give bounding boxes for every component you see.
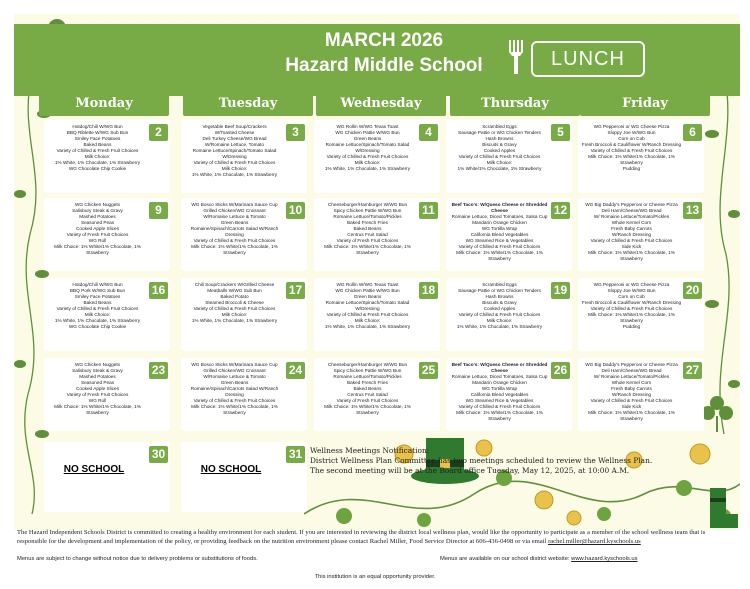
menu-line: WG Chicken Nuggets [74, 202, 121, 207]
menu-line: Baked Beans [353, 226, 382, 231]
menu-line: Variety of Chilled & Fresh Fruit Choices [458, 312, 541, 317]
day-cell [44, 120, 170, 193]
menu-line: Variety of Chilled & Fresh Fruit Choices [458, 154, 541, 159]
day-cell [181, 442, 307, 512]
menu-line: W/ Romaine Lettuce/Tomato/Pickles [593, 374, 670, 379]
menu-line: W/Ranch Dressing [611, 232, 652, 237]
menu-line: Variety of Chilled & Fresh Fruit Choices [326, 312, 409, 317]
menu-line: WG Steamed Rice & Vegetables [465, 398, 534, 403]
menu-line: WG Big Daddy's Pepperoni or Cheese Pizza [585, 362, 678, 367]
menu-line: Scrambled Eggs [482, 282, 517, 287]
menu-line: WG Bosco Sticks W/Marinara Sauce Cup [191, 202, 278, 207]
menu-line: Milk Choice: [221, 166, 248, 171]
menu-line: Side Kick [621, 404, 642, 409]
day-number: 23 [149, 362, 168, 379]
menu-line: Deli Ham/Cheese/WG Bread [601, 368, 662, 373]
menu-line: Baked French Fries [347, 380, 388, 385]
menu-line: Salisbury Steak & Gravy [72, 208, 123, 213]
menu-items [183, 282, 286, 324]
menu-items [580, 202, 683, 262]
menu-line: Vegetable Beef Soup/Crackers [202, 124, 267, 129]
menu-line: Variety of Fresh Fruit Choices [66, 232, 129, 237]
menu-line: Baked Beans [83, 142, 112, 147]
day-header-wednesday: Wednesday [316, 92, 446, 116]
menu-line: Baked Beans [353, 386, 382, 391]
day-cell [578, 278, 704, 351]
menu-line: Variety of Chilled & Fresh Fruit Choices [193, 306, 276, 311]
menu-line: W/Ranch Dressing [611, 392, 652, 397]
menu-line: Mandarin Orange Chicken [472, 380, 527, 385]
menu-line: Pudding [622, 166, 641, 171]
menu-line: Centrus Fruit Salad [347, 232, 388, 237]
menu-line: Milk Choice: [84, 312, 111, 317]
menu-line: W/Romaine Lettuce & Tomato [203, 214, 266, 219]
day-number: 27 [683, 362, 702, 379]
menu-line: BBQ Pork W/WG Sub Bun [69, 288, 126, 293]
menu-line: Spicy Chicken Pattie W/WG Bun [333, 208, 402, 213]
menu-line: Fresh Baby Carrots [611, 386, 652, 391]
menu-items [316, 362, 419, 416]
menu-items [316, 124, 419, 172]
menu-items [448, 202, 551, 262]
equal-opportunity-statement: This institution is an equal opportunity provider. [314, 574, 436, 580]
menu-line: Milk Choice: 1% White/1% Chocolate, 1% Strawberry [54, 404, 141, 415]
menu-line: 1% White, 1% Chocolate, 1% Strawberry [54, 318, 141, 323]
day-number: 24 [286, 362, 305, 379]
notice-line: The second meeting will be at the Board office Tuesday, May 12, 2025, at 10:00 A.M. [310, 466, 630, 475]
day-number: 26 [551, 362, 570, 379]
day-header-tuesday: Tuesday [183, 92, 313, 116]
menu-line: Variety of Chilled & Fresh Fruit Choices [193, 398, 276, 403]
day-cell [181, 278, 307, 351]
menu-line: Hash Browns [485, 294, 514, 299]
menu-line: Whole Kernel Corn [611, 380, 652, 385]
decor-swirl-right-icon [704, 74, 740, 434]
menu-line: BBQ Riblette W/WG Sub Bun [66, 130, 129, 135]
menu-line: Romaine Lettuce, Diced Tomatoes, Salsa Cup [451, 214, 548, 219]
day-cell [314, 198, 440, 271]
notice-line: Wellness Meetings Notification: [310, 446, 430, 455]
menu-line: WG Roll [88, 398, 107, 403]
menu-line: Variety of Chilled & Fresh Fruit Choices [590, 398, 673, 403]
fork-icon [508, 40, 524, 74]
menu-line: Sausage Pattie or WG Chicken Tenders [458, 130, 541, 135]
menu-line: Romaine Lettuce/Tomato/Pickles [333, 374, 402, 379]
menu-line: Chili Soup/Crackers W/Grilled Cheese [194, 282, 275, 287]
menu-line: W/Dressing [355, 306, 380, 311]
menu-line: Hotdog/Chili W/WG Bun [72, 124, 123, 129]
menu-line: Variety of Chilled & Fresh Fruit Choices [326, 154, 409, 159]
day-header-friday: Friday [580, 92, 710, 116]
menu-line: Sloppy Joe W/WG Bun [607, 130, 656, 135]
menu-line: Baked Beans [83, 300, 112, 305]
menu-line: Fresh Baby Carrots [611, 226, 652, 231]
menu-items [580, 362, 683, 422]
day-cell [446, 198, 572, 271]
menu-line: 1% White, 1% Chocolate, 1% Strawberry [324, 324, 411, 329]
menu-line: Mandarin Orange Chicken [472, 220, 527, 225]
menu-line: Variety of Chilled & Fresh Fruit Choices [590, 306, 673, 311]
lunch-badge: LUNCH [531, 41, 645, 77]
menu-line: Salisbury Steak & Gravy [72, 368, 123, 373]
menu-line: Green Beans [220, 220, 249, 225]
menu-line: Milk Choice: 1% White/1% Chocolate, 1% Strawberry [588, 410, 675, 421]
menu-line: Corn on Cob [618, 136, 645, 141]
day-cell [314, 278, 440, 351]
website-note [440, 556, 638, 562]
menu-line: Variety of Chilled & Fresh Fruit Choices [458, 244, 541, 249]
day-cell [446, 278, 572, 351]
leprechaun-boot-icon [704, 484, 740, 530]
menu-line: Romaine Lettuce/Spinach/Tomato Salad [192, 148, 277, 153]
menu-line: Milk Choice: 1% White/1% Chocolate, 1% Strawberry [191, 244, 278, 255]
menu-line: WG Steamed Rice & Vegetables [465, 238, 534, 243]
menu-line: Green Beans [353, 294, 382, 299]
menu-line: Milk Choice: [486, 318, 513, 323]
menu-line: Cooked Apple Slices [76, 386, 119, 391]
menu-line: Sloppy Joe W/WG Bun [607, 288, 656, 293]
menu-line: Variety of Chilled & Fresh Fruit Choices [193, 160, 276, 165]
menu-line: Milk Choice: 1% White/1% Chocolate, 1% Strawberry [456, 250, 543, 261]
menu-line: W/ Romaine Lettuce/Tomato/Pickles [593, 214, 670, 219]
day-header-monday: Monday [39, 92, 169, 116]
menu-line: WG Pepperoni or WG Cheese Pizza [593, 282, 670, 287]
day-number: 31 [286, 446, 305, 463]
menu-line: 1% White, 1% Chocolate, 1% Strawberry [54, 160, 141, 165]
menu-line: WG Chicken Nuggets [74, 362, 121, 367]
day-number: 11 [419, 202, 438, 219]
menu-line: Grilled Chicken/WG Croissant [203, 208, 266, 213]
menu-line: Mashed Potatoes [79, 214, 116, 219]
menu-line: WG Big Daddy's Pepperoni or Cheese Pizza [585, 202, 678, 207]
menu-items [316, 282, 419, 330]
menu-line: Milk Choice: 1% White/1% Chocolate, 1% Strawberry [324, 404, 411, 415]
menu-line: Spicy Chicken Pattie W/WG Bun [333, 368, 402, 373]
menu-line: WG Rollin W/WG Texas Toast [336, 282, 399, 287]
wellness-notice [310, 446, 670, 476]
menu-line: Cooked Apples [483, 148, 516, 153]
menu-line: Sausage Pattie or WG Chicken Tenders [458, 288, 541, 293]
menu-line: W/Dressing [355, 148, 380, 153]
menu-items [46, 124, 149, 172]
menu-line: Romaine/Spinach/Carrots Salad W/Ranch Dressing [190, 386, 279, 397]
menu-items [448, 362, 551, 422]
day-cell [314, 358, 440, 431]
menu-items [183, 124, 286, 178]
day-number: 18 [419, 282, 438, 299]
menu-line: 1% White/1% Chocolate, 1% Strawberry [457, 166, 542, 171]
menu-items [316, 202, 419, 256]
day-number: 20 [683, 282, 702, 299]
menu-line: Pudding [622, 324, 641, 329]
menu-line: Milk Choice: [354, 160, 381, 165]
clover-icon [700, 394, 734, 434]
menu-line: Hotdog/Chili W/WG Bun [72, 282, 123, 287]
menu-line: Variety of Fresh Fruit Choices [336, 398, 399, 403]
menu-line: Cooked Apple Slices [76, 226, 119, 231]
menu-line: Milk Choice: 1% White/1% Chocolate, 1% Strawberry [588, 250, 675, 261]
menu-items [183, 202, 286, 256]
day-cell [44, 278, 170, 351]
menu-line: Variety of Fresh Fruit Choices [66, 392, 129, 397]
day-cell [181, 120, 307, 193]
menu-items [183, 362, 286, 416]
menu-line: Variety of Chilled & Fresh Fruit Choices [56, 148, 139, 153]
menu-line: Whole Kernel Corn [611, 220, 652, 225]
menu-line: Hash Browns [485, 136, 514, 141]
day-header-thursday: Thursday [450, 92, 580, 116]
menu-line: Green Beans [220, 380, 249, 385]
menu-items [580, 124, 683, 172]
menu-items [448, 124, 551, 172]
menu-line: Milk Choice: [84, 154, 111, 159]
menu-line: Milk Choice: [486, 160, 513, 165]
menu-line: California Blend Vegetables [470, 392, 529, 397]
day-number: 6 [683, 124, 702, 141]
menu-line: Romaine Lettuce, Diced Tomatoes, Salsa Cup [451, 374, 548, 379]
menu-line: Milk Choice: 1% White/1% Chocolate, 1% Strawberry [588, 312, 675, 323]
day-cell [578, 198, 704, 271]
menu-line: WG Chocolate Chip Cookie [68, 324, 127, 329]
menu-line: 1% White, 1% Chocolate, 1% Strawberry [324, 166, 411, 171]
day-number: 9 [149, 202, 168, 219]
menu-line: Romaine Lettuce/Spinach/Tomato Salad [325, 300, 410, 305]
day-number: 4 [419, 124, 438, 141]
day-cell [314, 120, 440, 193]
menu-line: Milk Choice: 1% White/1% Chocolate, 1% Strawberry [324, 244, 411, 255]
menu-line: WG Chocolate Chip Cookie [68, 166, 127, 171]
no-school-label: NO SCHOOL [200, 464, 262, 475]
menu-line: Deli Ham/Cheese/WG Bread [601, 208, 662, 213]
menu-line: Green Beans [353, 136, 382, 141]
day-cell [44, 358, 170, 431]
menu-sheet [14, 14, 740, 530]
menu-line: Seasoned Peas [80, 380, 115, 385]
menu-line: Romaine Lettuce/Tomato/Pickles [333, 214, 402, 219]
menu-line: Variety of Chilled & Fresh Fruit Choices [458, 404, 541, 409]
menu-line: Romaine/Spinach/Carrots Salad W/Ranch Dressing [190, 226, 279, 237]
menu-line: Mashed Potatoes [79, 374, 116, 379]
menu-line: Scrambled Eggs [482, 124, 517, 129]
day-cell [181, 358, 307, 431]
day-number: 10 [286, 202, 305, 219]
menu-line: WG Chicken Pattie W/WG Bun [335, 130, 400, 135]
menu-line: Seasoned Peas [80, 220, 115, 225]
menu-line: Beef Taco's: W/Queso Cheese or Shredded Cheese [451, 362, 548, 373]
menu-line: WG Bosco Sticks W/Marinara Sauce Cup [191, 362, 278, 367]
menu-line: Variety of Chilled & Fresh Fruit Choices [590, 148, 673, 153]
menu-line: W/Dressing [222, 154, 247, 159]
menu-line: Variety of Chilled & Fresh Fruit Choices [590, 238, 673, 243]
menu-line: Fresh Broccoli & Cauliflower W/Ranch Dressing [581, 300, 682, 305]
menu-line: Deli Turkey Cheese/WG Bread [202, 136, 267, 141]
menu-line: Milk Choice: 1% White/1% Chocolate, 1% Strawberry [54, 244, 141, 255]
website-label: Menus are available on our school district website: [440, 556, 570, 562]
day-number: 13 [683, 202, 702, 219]
menu-items [46, 362, 149, 416]
statement-text: The Hazard Independent Schools District is committed to creating a healthy environment for each student. If you are interested in reviewing the district local wellness plan, would like the opportunity to participate as a member of the school wellness team that is responsible for the development and implementation of the policy, or providing feedback on the nutrition environment please contact Rachel Miller, Food Service Director at 606-436-0498 or via email [17, 529, 706, 545]
menu-line: Milk Choice: [221, 312, 248, 317]
menu-line: Biscuits & Gravy [482, 142, 517, 147]
menu-items [46, 282, 149, 330]
menu-items [448, 282, 551, 330]
menu-line: Grilled Chicken/WG Croissant [203, 368, 266, 373]
menu-line: Beef Taco's: W/Queso Cheese or Shredded Cheese [451, 202, 548, 213]
day-number: 5 [551, 124, 570, 141]
menu-line: W/Romaine Lettuce, Tomato [204, 142, 265, 147]
day-cell [446, 358, 572, 431]
day-number: 30 [149, 446, 168, 463]
website-link[interactable]: www.hazard.kyschools.us [571, 556, 638, 562]
no-school-label: NO SCHOOL [63, 464, 125, 475]
day-cell [446, 120, 572, 193]
menu-line: W/Romaine Lettuce & Tomato [203, 374, 266, 379]
day-cell [578, 120, 704, 193]
day-number: 3 [286, 124, 305, 141]
header-banner [14, 24, 740, 96]
menu-line: Variety of Chilled & Fresh Fruit Choices [193, 238, 276, 243]
menu-line: WG Roll [88, 238, 107, 243]
menu-line: Cheeseburger/Hamburger W/WG Bun [327, 202, 408, 207]
menu-line: Variety of Fresh Fruit Choices [336, 238, 399, 243]
day-number: 19 [551, 282, 570, 299]
menu-line: Variety of Chilled & Fresh Fruit Choices [56, 306, 139, 311]
menu-line: Romaine Lettuce/Spinach/Tomato Salad [325, 142, 410, 147]
menu-line: WG Tortilla Wrap [481, 226, 518, 231]
day-number: 16 [149, 282, 168, 299]
menu-line: Cheeseburger/Hamburger W/WG Bun [327, 362, 408, 367]
day-cell [181, 198, 307, 271]
menu-line: WG Chicken Pattie W/WG Bun [335, 288, 400, 293]
day-cell [44, 442, 170, 512]
menu-line: Cooked Apples [483, 306, 516, 311]
menu-line: Biscuits & Gravy [482, 300, 517, 305]
menu-line: W/Toasted Cheese [214, 130, 255, 135]
menu-line: 1% White, 1% Chocolate, 1% Strawberry [191, 172, 278, 177]
wellness-statement [17, 528, 733, 546]
menu-change-note: Menus are subject to change without notice due to delivery problems or substitutions of foods. [17, 556, 258, 562]
menu-line: Milk Choice: 1% White/1% Chocolate, 1% Strawberry [588, 154, 675, 165]
menu-line: Milk Choice: 1% White/1% Chocolate, 1% Strawberry [456, 410, 543, 421]
menu-items [46, 202, 149, 256]
menu-line: Fresh Broccoli & Cauliflower W/Ranch Dressing [581, 142, 682, 147]
day-number: 25 [419, 362, 438, 379]
menu-line: Centrus Fruit Salad [347, 392, 388, 397]
menu-line: Milk Choice: 1% White/1% Chocolate, 1% Strawberry [191, 404, 278, 415]
menu-line: WG Pepperoni or WG Cheese Pizza [593, 124, 670, 129]
page-title: MARCH 2026 [324, 30, 444, 51]
email-link[interactable]: rachel.miller@hazard.kyschools.us [548, 538, 641, 545]
menu-line: 1% White, 1% Chocolate, 1% Strawberry [456, 324, 543, 329]
day-number: 2 [149, 124, 168, 141]
menu-line: 1% White, 1% Chocolate, 1% Strawberry [191, 318, 278, 323]
menu-line: Meatballs W/WG Sub Bun [207, 288, 262, 293]
menu-line: California Blend Vegetables [470, 232, 529, 237]
day-cell [578, 358, 704, 431]
menu-items [580, 282, 683, 330]
day-number: 12 [551, 202, 570, 219]
school-name: Hazard Middle School [285, 55, 483, 76]
menu-line: WG Rollin W/WG Texas Toast [336, 124, 399, 129]
menu-line: Steamed Broccoli & Cheese [205, 300, 264, 305]
day-cell [44, 198, 170, 271]
menu-line: Baked French Fries [347, 220, 388, 225]
menu-line: Milk Choice: [354, 318, 381, 323]
menu-line: Smiley Face Potatoes [74, 294, 121, 299]
menu-line: Side Kick [621, 244, 642, 249]
day-number: 17 [286, 282, 305, 299]
notice-line: District Wellness Plan Committee has two meetings scheduled to review the Wellness Plan. [310, 456, 653, 465]
menu-line: WG Tortilla Wrap [481, 386, 518, 391]
menu-line: Smiley Face Potatoes [74, 136, 121, 141]
menu-line: Corn on Cob [618, 294, 645, 299]
menu-line: Baked Potato [220, 294, 249, 299]
